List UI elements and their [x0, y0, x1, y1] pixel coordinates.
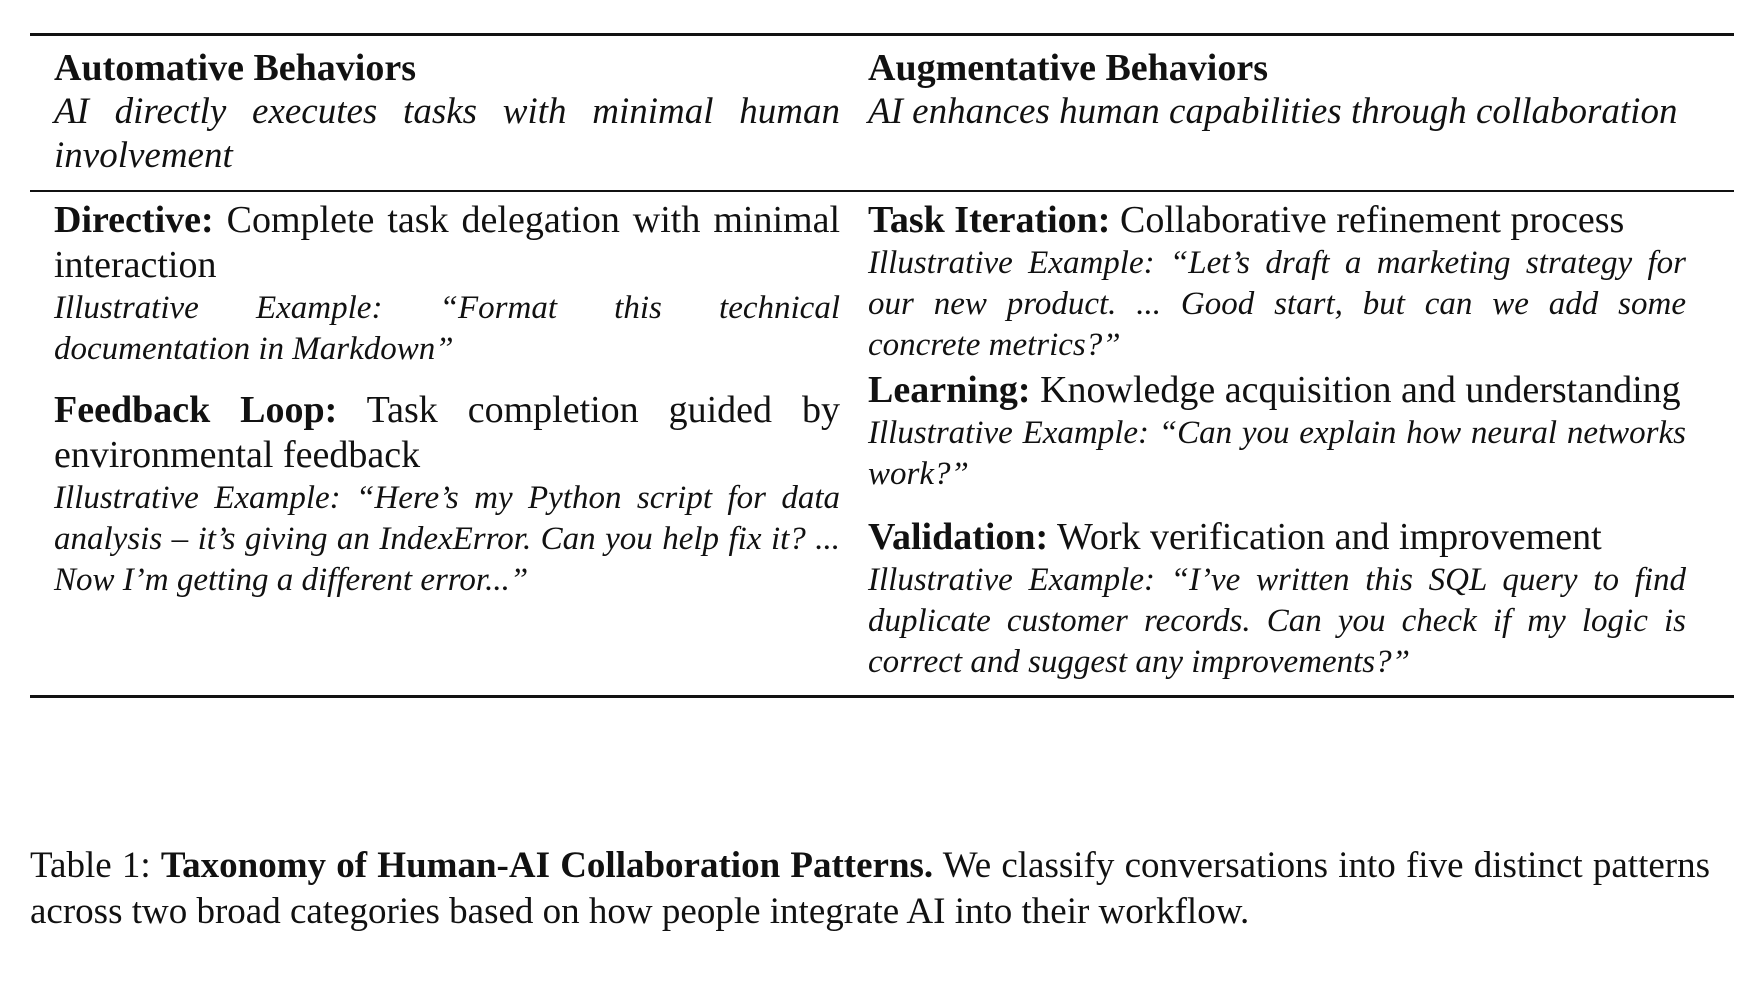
- pattern-example: Illustrative Example: “Here’s my Python script for data analysis – it’s giving an IndexError. Can you help fix it? ... Now I’m getting a different error...”: [54, 480, 840, 598]
- table-body-row: [30, 192, 1734, 695]
- pattern-definition: Task completion guided by environmental feedback: [54, 389, 840, 476]
- pattern-name: Learning:: [868, 369, 1031, 411]
- pattern-definition: Knowledge acquisition and understanding: [1040, 369, 1681, 411]
- caption-text: We classify conversations into five distinct patterns across two broad categories based on how people integrate AI into their workflow.: [30, 845, 1711, 932]
- pattern-learning: [868, 368, 1686, 495]
- augmentative-header-cell: [840, 46, 1686, 178]
- pattern-definition: Work verification and improvement: [1057, 516, 1602, 558]
- pattern-name: Task Iteration:: [868, 199, 1111, 241]
- pattern-example: Illustrative Example: “Can you explain how neural networks work?”: [868, 415, 1686, 492]
- pattern-name: Validation:: [868, 516, 1049, 558]
- augmentative-header-subtitle: AI enhances human capabilities through collaboration: [868, 91, 1678, 132]
- automative-patterns-cell: [30, 198, 840, 685]
- table-header-row: [30, 36, 1734, 190]
- automative-header-title: Automative Behaviors: [54, 47, 417, 89]
- augmentative-header-title: Augmentative Behaviors: [868, 47, 1269, 89]
- automative-header-subtitle: AI directly executes tasks with minimal human involvement: [54, 91, 840, 176]
- pattern-definition: Collaborative refinement process: [1119, 199, 1625, 241]
- table-bottom-rule: [30, 695, 1734, 698]
- augmentative-patterns-cell: [840, 198, 1686, 685]
- pattern-example: Illustrative Example: “Format this technical documentation in Markdown”: [54, 290, 840, 367]
- caption-title: Taxonomy of Human-AI Collaboration Patterns.: [160, 845, 934, 886]
- pattern-feedback-loop: [54, 388, 840, 601]
- caption-label: Table 1:: [30, 845, 151, 886]
- table-caption: [30, 843, 1710, 935]
- automative-header-cell: [30, 46, 840, 178]
- pattern-definition: Complete task delegation with minimal interaction: [54, 199, 840, 286]
- pattern-validation: [868, 515, 1686, 683]
- pattern-example: Illustrative Example: “I’ve written this SQL query to find duplicate customer records. Can you check if my logic is correct and suggest any improvements?”: [868, 562, 1686, 680]
- pattern-task-iteration: [868, 198, 1686, 366]
- pattern-directive: [54, 198, 840, 370]
- pattern-example: Illustrative Example: “Let’s draft a marketing strategy for our new product. ... Good start, but can we add some concrete metrics?”: [868, 245, 1686, 363]
- taxonomy-table: [30, 33, 1734, 698]
- pattern-name: Directive:: [54, 199, 214, 241]
- pattern-name: Feedback Loop:: [54, 389, 338, 431]
